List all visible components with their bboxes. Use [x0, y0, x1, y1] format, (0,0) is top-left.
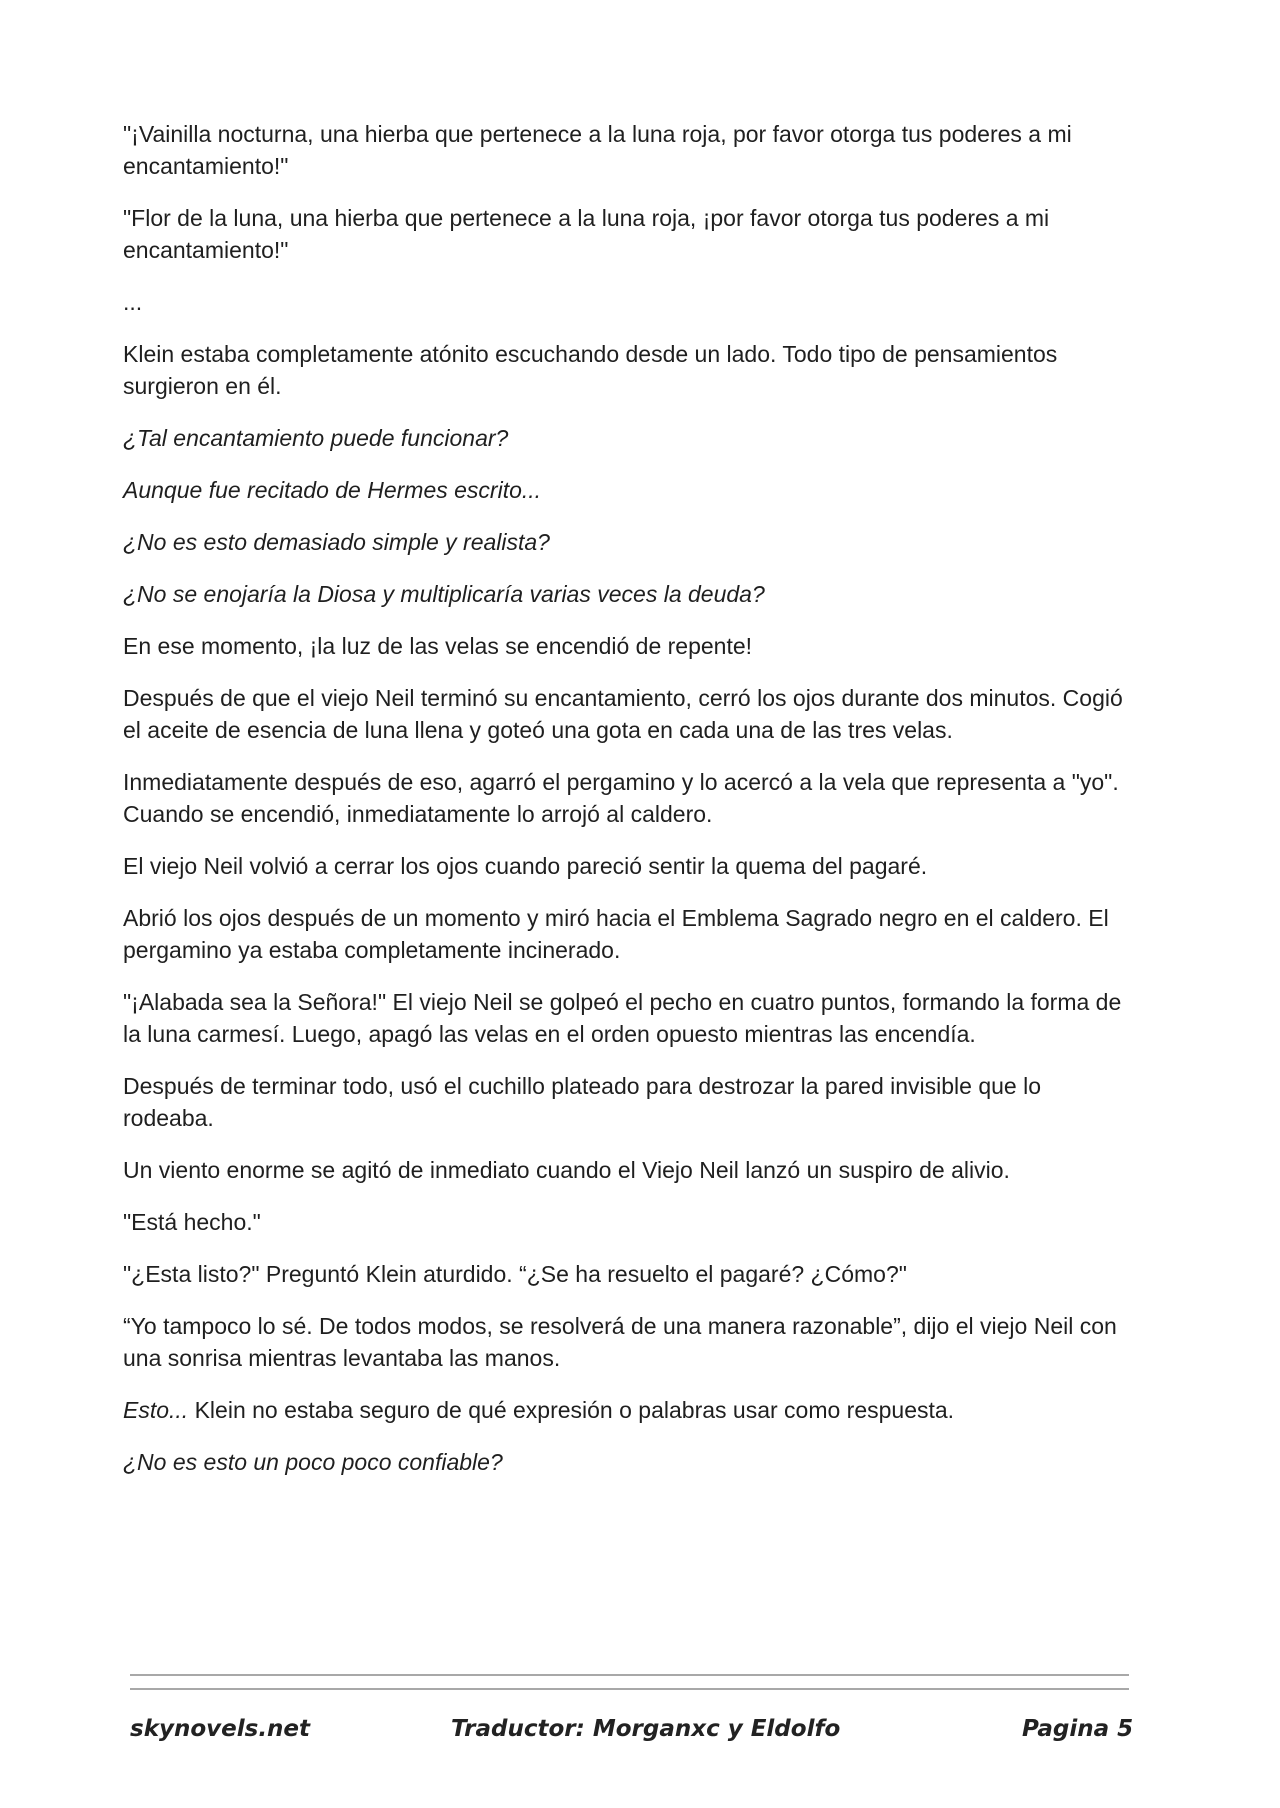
- paragraph-italic: Aunque fue recitado de Hermes escrito...: [123, 477, 542, 503]
- italic-fragment: Esto...: [123, 1397, 189, 1423]
- footer-translator: Traductor: Morganxc y Eldolfo: [451, 1716, 841, 1742]
- paragraph: El viejo Neil volvió a cerrar los ojos cuando pareció sentir la quema del pagaré.: [123, 853, 928, 879]
- paragraph: Después de que el viejo Neil terminó su encantamiento, cerró los ojos durante dos minutos. Cogió el aceite de esencia de luna llena y goteó una gota en cada una de las tres velas.: [123, 685, 1123, 743]
- paragraph: "Está hecho.": [123, 1209, 261, 1235]
- footer-site: skynovels.net: [130, 1716, 311, 1742]
- paragraph: En ese momento, ¡la luz de las velas se encendió de repente!: [123, 633, 753, 659]
- paragraph: "Flor de la luna, una hierba que pertenece a la luna roja, ¡por favor otorga tus poderes a mi encantamiento!": [123, 205, 1050, 263]
- paragraph: Después de terminar todo, usó el cuchillo plateado para destrozar la pared invisible que lo rodeaba.: [123, 1073, 1041, 1131]
- paragraph: Un viento enorme se agitó de inmediato cuando el Viejo Neil lanzó un suspiro de alivio.: [123, 1157, 1010, 1183]
- paragraph: "¡Vainilla nocturna, una hierba que pertenece a la luna roja, por favor otorga tus poderes a mi encantamiento!": [123, 121, 1072, 179]
- paragraph: "¡Alabada sea la Señora!" El viejo Neil se golpeó el pecho en cuatro puntos, formando la forma de la luna carmesí. Luego, apagó las velas en el orden opuesto mientras las encendía.: [123, 989, 1122, 1047]
- paragraph-italic: ¿No es esto demasiado simple y realista?: [123, 529, 550, 555]
- paragraph: “Yo tampoco lo sé. De todos modos, se resolverá de una manera razonable”, dijo el viejo Neil con una sonrisa mientras levantaba las manos.: [123, 1313, 1117, 1371]
- paragraph: ...: [123, 289, 143, 315]
- paragraph-italic: ¿Tal encantamiento puede funcionar?: [123, 425, 509, 451]
- paragraph-mixed: [123, 1394, 1133, 1426]
- paragraph: Klein estaba completamente atónito escuchando desde un lado. Todo tipo de pensamientos surgieron en él.: [123, 341, 1058, 399]
- footer-divider-bottom: [130, 1688, 1129, 1690]
- normal-fragment: Klein no estaba seguro de qué expresión o palabras usar como respuesta.: [188, 1397, 955, 1423]
- paragraph-italic: ¿No es esto un poco poco confiable?: [123, 1449, 503, 1475]
- paragraph: Inmediatamente después de eso, agarró el pergamino y lo acercó a la vela que representa a "yo". Cuando se encendió, inmediatamente lo arrojó al caldero.: [123, 769, 1119, 827]
- footer-divider-top: [130, 1674, 1129, 1676]
- paragraph: "¿Esta listo?" Preguntó Klein aturdido. “¿Se ha resuelto el pagaré? ¿Cómo?": [123, 1261, 907, 1287]
- document-body: [123, 118, 1133, 1498]
- paragraph: Abrió los ojos después de un momento y miró hacia el Emblema Sagrado negro en el caldero. El pergamino ya estaba completamente incinerado.: [123, 905, 1109, 963]
- paragraph-italic: ¿No se enojaría la Diosa y multiplicaría varias veces la deuda?: [123, 581, 765, 607]
- footer-page-number: Pagina 5: [1022, 1716, 1134, 1742]
